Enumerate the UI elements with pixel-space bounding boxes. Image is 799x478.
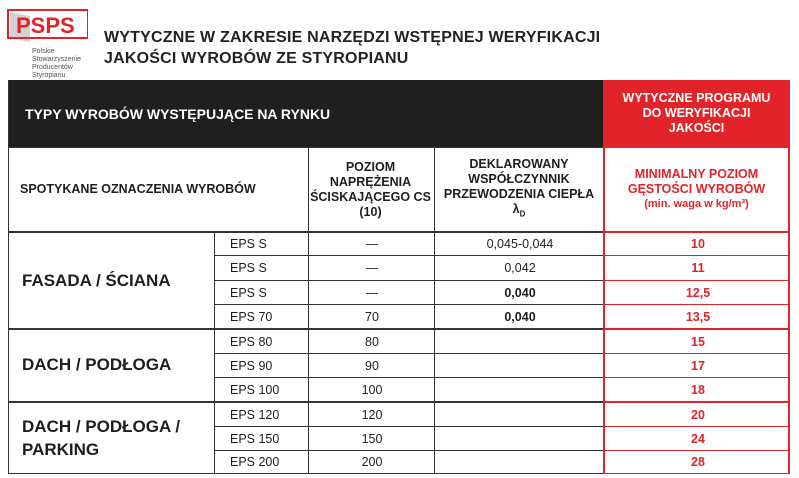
min-density-value: 15 — [691, 334, 705, 349]
thermal-conductivity-value: 0,040 — [504, 309, 536, 324]
thermal-conductivity-value: 0,045-0,044 — [486, 237, 554, 251]
logo-subtitle — [32, 48, 94, 80]
thermal-conductivity-value — [435, 378, 605, 401]
lambda-symbol: $\lambda_D$ — [512, 202, 526, 219]
product-designation: EPS 100 — [230, 382, 280, 397]
logo-brand-text: PSPS — [16, 13, 75, 38]
header-designations: SPOTYKANE OZNACZENIA WYROBÓW — [20, 182, 256, 196]
min-density-value: 11 — [691, 261, 705, 275]
header-min-density — [604, 148, 789, 231]
thermal-conductivity-value — [435, 403, 605, 426]
compressive-stress-value: 80 — [365, 334, 379, 349]
group-label-facade-wall: FASADA / ŚCIANA — [22, 271, 171, 290]
header-thermal-conductivity — [434, 148, 604, 231]
compressive-stress-value: — — [365, 285, 379, 300]
min-density-value: 18 — [691, 382, 705, 397]
thermal-conductivity-value: 0,040 — [504, 285, 536, 300]
compressive-stress-value: 120 — [361, 407, 383, 422]
logo-subtitle-line2: Producentów Styropianu — [32, 64, 73, 79]
min-density-value: 17 — [691, 358, 705, 373]
thermal-conductivity-value — [435, 451, 605, 473]
product-designation: EPS S — [230, 261, 267, 275]
compressive-stress-value: 70 — [365, 309, 379, 324]
group-label-roof-floor-parking: DACH / PODŁOGA / PARKING — [22, 417, 181, 459]
product-designation: EPS 70 — [230, 309, 273, 324]
compressive-stress-value: 200 — [361, 455, 383, 469]
guidelines-table — [8, 80, 793, 474]
min-density-value: 20 — [691, 407, 705, 422]
header-min-density-label: MINIMALNY POZIOM GĘSTOŚCI WYROBÓW — [627, 167, 766, 196]
product-designation: EPS 200 — [230, 455, 280, 469]
min-density-value: 12,5 — [685, 285, 711, 300]
product-designation: EPS 120 — [230, 407, 280, 422]
header-thermal-conductivity-label: DEKLAROWANY WSPÓŁCZYNNIK PRZEWODZENIA CIEPŁA — [443, 157, 595, 202]
thermal-conductivity-value — [435, 427, 605, 450]
title-line2: JAKOŚCI WYROBÓW ZE STYROPIANU — [104, 50, 409, 67]
compressive-stress-value: 100 — [361, 382, 383, 397]
psps-logo — [6, 8, 94, 79]
psps-logo-mark — [6, 8, 88, 44]
program-header — [604, 80, 789, 147]
title-line1: WYTYCZNE W ZAKRESIE NARZĘDZI WSTĘPNEJ WERYFIKACJI — [104, 29, 601, 46]
min-density-value: 10 — [691, 237, 705, 251]
product-designation: EPS 150 — [230, 431, 280, 446]
table-top-header-label: TYPY WYROBÓW WYSTĘPUJĄCE NA RYNKU — [25, 106, 331, 122]
logo-subtitle-line1: Polskie Stowarzyszenie — [32, 48, 82, 63]
header-compressive-stress: POZIOM NAPRĘŻENIA ŚCISKAJĄCEGO CS (10) — [310, 159, 431, 219]
min-density-value: 28 — [691, 455, 705, 469]
table-top-header — [8, 80, 603, 147]
program-header-label: WYTYCZNE PROGRAMU DO WERYFIKACJI JAKOŚCI — [622, 91, 771, 135]
group-label-roof-floor: DACH / PODŁOGA — [22, 355, 172, 374]
min-density-value: 13,5 — [685, 309, 711, 324]
thermal-conductivity-value — [435, 354, 605, 377]
product-designation: EPS 80 — [230, 334, 273, 349]
compressive-stress-value: 150 — [361, 431, 383, 446]
compressive-stress-value: — — [365, 237, 379, 251]
product-designation: EPS S — [230, 237, 267, 251]
thermal-conductivity-value: 0,042 — [504, 261, 536, 275]
thermal-conductivity-value — [435, 330, 605, 353]
compressive-stress-value: — — [365, 261, 379, 275]
product-designation: EPS S — [230, 285, 267, 300]
compressive-stress-value: 90 — [365, 358, 379, 373]
header-min-density-unit: (min. waga w kg/m³) — [644, 198, 749, 210]
product-designation: EPS 90 — [230, 358, 273, 373]
page-title — [104, 27, 600, 69]
min-density-value: 24 — [691, 431, 705, 446]
